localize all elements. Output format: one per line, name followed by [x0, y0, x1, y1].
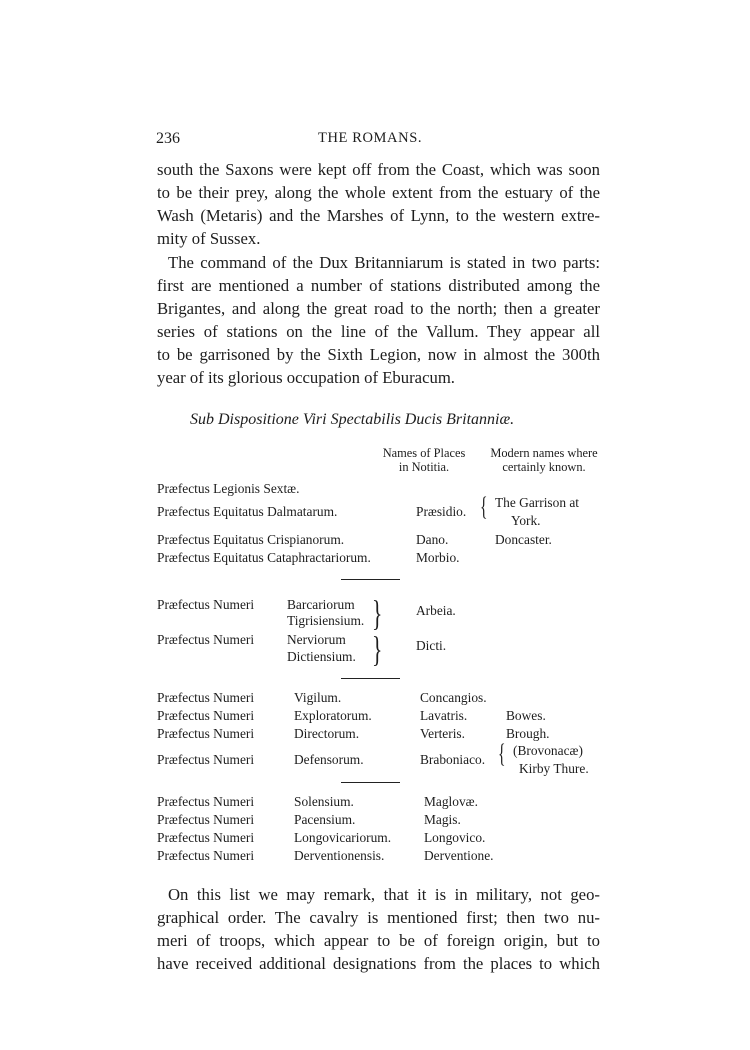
text-line: Brigantes, and along the great road to the north; then a greater [157, 299, 600, 319]
modern-name: Bowes. [506, 708, 546, 723]
prefect-title: Præfectus Numeri [157, 752, 255, 767]
unit-name: Tigrisiensium. [287, 613, 365, 628]
brace-glyph: } [372, 593, 383, 633]
column-header-line: Names of Places [382, 446, 466, 460]
prefect-title: Præfectus Numeri [157, 726, 255, 741]
place-name: Derventione. [424, 848, 494, 863]
text-line: first are mentioned a number of stations distributed among the [157, 276, 600, 296]
unit-name: Solensium. [294, 794, 354, 809]
modern-name: The Garrison at [495, 495, 580, 510]
text-line: The command of the Dux Britanniarum is stated in two parts: [168, 253, 600, 272]
running-title: THE ROMANS. [318, 130, 423, 146]
column-header-places [369, 447, 479, 474]
text-line: to be their prey, along the whole extent from the estuary of the [157, 183, 600, 203]
prefect-title: Præfectus Numeri [157, 830, 255, 845]
unit-name: Derventionensis. [294, 848, 385, 863]
place-name: Dano. [416, 532, 449, 547]
paragraph-remark [157, 883, 600, 975]
page-number: 236 [156, 130, 180, 147]
prefect-title: Præfectus Numeri [157, 597, 255, 612]
prefect-title: Præfectus Numeri [157, 690, 255, 705]
prefect-title: Præfectus Numeri [157, 794, 255, 809]
prefect-title: Præfectus Equitatus Dalmatarum. [157, 504, 338, 519]
prefect-title: Præfectus Legionis Sextæ. [157, 481, 300, 496]
place-name: Præsidio. [416, 504, 467, 519]
text-line: mity of Sussex. [157, 229, 261, 249]
divider-rule [341, 782, 400, 783]
paragraph-dux-britanniarum [157, 251, 600, 390]
text-line: to be garrisoned by the Sixth Legion, now in almost the 300th [157, 345, 600, 365]
text-line: south the Saxons were kept off from the Coast, which was soon [157, 160, 600, 179]
place-name: Concangios. [420, 690, 487, 705]
column-header-line: Modern names where [490, 446, 598, 460]
text-line: year of its glorious occupation of Eburacum. [157, 368, 455, 388]
unit-name: Dictiensium. [287, 649, 356, 664]
text-line: meri of troops, which appear to be of foreign origin, but to [157, 931, 600, 951]
text-line: On this list we may remark, that it is in military, not geo- [168, 885, 600, 904]
column-header-line: in Notitia. [398, 459, 450, 474]
unit-name: Pacensium. [294, 812, 356, 827]
prefect-title: Præfectus Numeri [157, 812, 255, 827]
modern-name: York. [511, 513, 541, 528]
brace-glyph: { [480, 492, 488, 521]
place-name: Longovico. [424, 830, 486, 845]
paragraph-continuation [157, 158, 600, 250]
text-line: have received additional designations from the places to which [157, 954, 600, 974]
place-name: Dicti. [416, 638, 447, 653]
place-name: Lavatris. [420, 708, 468, 723]
unit-name: Defensorum. [294, 752, 364, 767]
unit-name: Exploratorum. [294, 708, 372, 723]
modern-name: Kirby Thure. [519, 761, 589, 776]
unit-name: Longovicariorum. [294, 830, 392, 845]
unit-name: Nerviorum [287, 632, 346, 647]
brace-glyph: } [372, 629, 383, 669]
unit-name: Barcariorum [287, 597, 355, 612]
modern-name: Brough. [506, 726, 550, 741]
brace-glyph: { [498, 739, 506, 768]
table-caption: Sub Dispositione Viri Spectabilis Ducis Britanniæ. [190, 411, 515, 428]
text-line: graphical order. The cavalry is mentioned first; then two nu- [157, 908, 600, 928]
column-header-line: certainly known. [502, 459, 586, 474]
modern-name: Doncaster. [495, 532, 552, 547]
prefect-title: Præfectus Numeri [157, 632, 255, 647]
place-name: Arbeia. [416, 603, 456, 618]
prefect-title: Præfectus Equitatus Crispianorum. [157, 532, 345, 547]
prefect-title: Præfectus Numeri [157, 708, 255, 723]
place-name: Braboniaco. [420, 752, 486, 767]
text-line: series of stations on the line of the Vallum. They appear all [157, 322, 600, 342]
place-name: Maglovæ. [424, 794, 478, 809]
text-line: Wash (Metaris) and the Marshes of Lynn, to the western extre- [157, 206, 600, 226]
prefect-title: Præfectus Numeri [157, 848, 255, 863]
modern-name: (Brovonacæ) [513, 743, 583, 758]
place-name: Verteris. [420, 726, 465, 741]
place-name: Morbio. [416, 550, 460, 565]
prefect-title: Præfectus Equitatus Cataphractariorum. [157, 550, 371, 565]
unit-name: Vigilum. [294, 690, 342, 705]
place-name: Magis. [424, 812, 461, 827]
divider-rule [341, 579, 400, 580]
column-header-modern [474, 447, 614, 474]
unit-name: Directorum. [294, 726, 360, 741]
divider-rule [341, 678, 400, 679]
